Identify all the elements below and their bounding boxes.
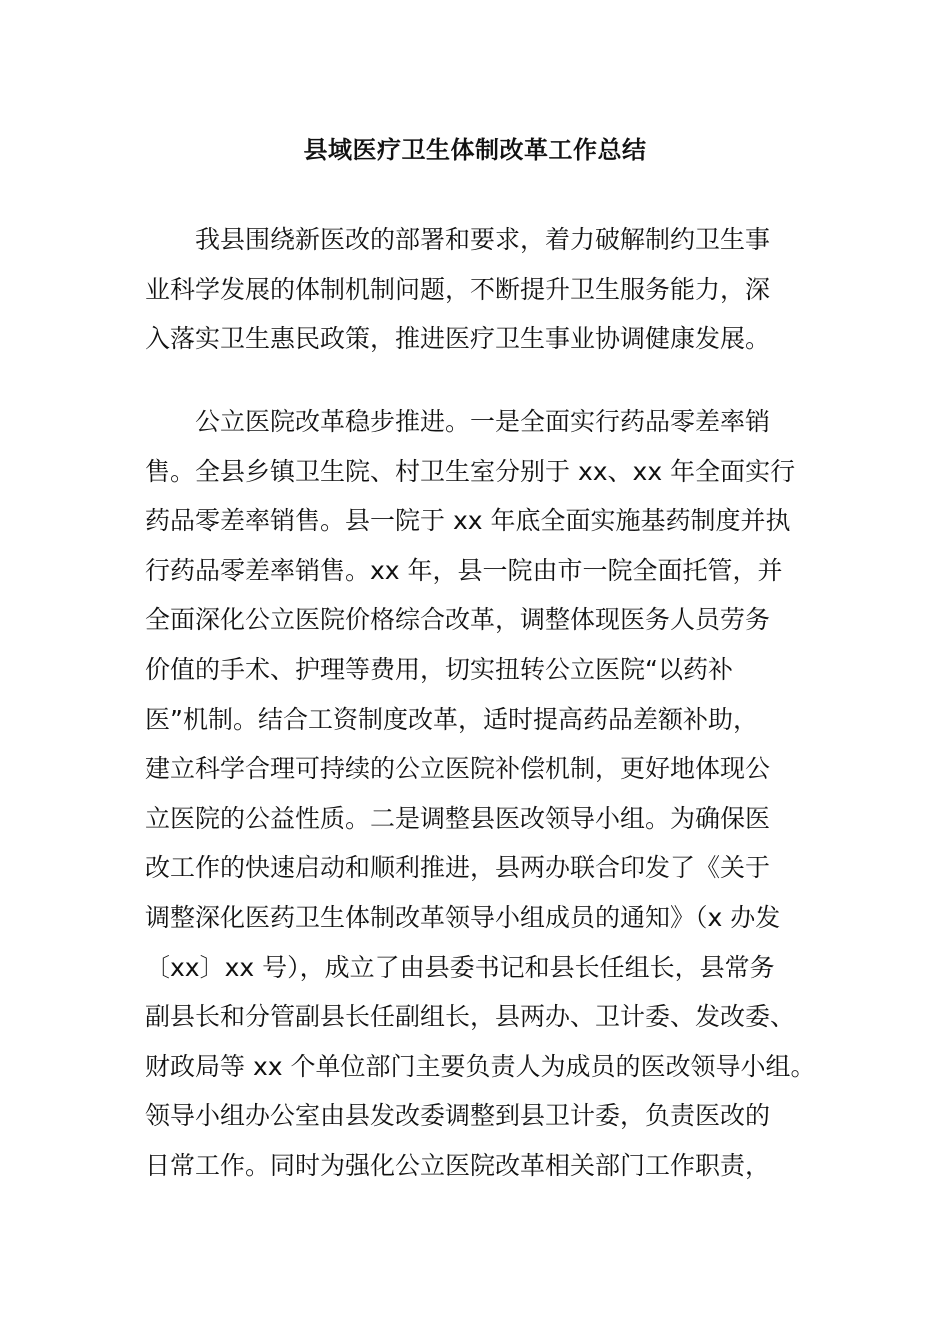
paragraph-line: 领导小组办公室由县发改委调整到县卫计委，负责医改的	[145, 1101, 771, 1131]
paragraph-line: 我县围绕新医改的部署和要求，着力破解制约卫生事	[195, 225, 771, 254]
document-title: 县域医疗卫生体制改革工作总结	[303, 136, 647, 164]
paragraph-line: 医”机制。结合工资制度改革，适时提高药品差额补助，	[145, 704, 758, 734]
paragraph-line: 价值的手术、护理等费用，切实扭转公立医院“以药补	[145, 654, 733, 684]
paragraph-line: 行药品零差率销售。xx 年，县一院由市一院全面托管，并	[145, 555, 783, 585]
paragraph-line: 改工作的快速启动和顺利推进，县两办联合印发了《关于	[145, 853, 771, 883]
paragraph-line: 调整深化医药卫生体制改革领导小组成员的通知》（x 办发	[145, 902, 781, 932]
paragraph-line: 日常工作。同时为强化公立医院改革相关部门工作职责，	[145, 1150, 771, 1180]
paragraph-line: 售。全县乡镇卫生院、村卫生室分别于 xx、xx 年全面实行	[145, 456, 796, 486]
paragraph-line: 财政局等 xx 个单位部门主要负责人为成员的医改领导小组。	[145, 1051, 816, 1081]
paragraph-line: 药品零差率销售。县一院于 xx 年底全面实施基药制度并执	[145, 506, 791, 536]
paragraph-line: 建立科学合理可持续的公立医院补偿机制，更好地体现公	[145, 754, 771, 784]
paragraph-intro	[145, 215, 817, 364]
paragraph-public-hospital-reform	[145, 397, 817, 1191]
paragraph-line: 副县长和分管副县长任副组长，县两办、卫计委、发改委、	[145, 1002, 796, 1032]
paragraph-line: 入落实卫生惠民政策，推进医疗卫生事业协调健康发展。	[145, 324, 771, 354]
paragraph-line: 全面深化公立医院价格综合改革，调整体现医务人员劳务	[145, 605, 771, 635]
paragraph-line: 公立医院改革稳步推进。一是全面实行药品零差率销	[195, 407, 771, 436]
paragraph-line: 立医院的公益性质。二是调整县医改领导小组。为确保医	[145, 803, 771, 833]
paragraph-line: 业科学发展的体制机制问题，不断提升卫生服务能力，深	[145, 274, 771, 304]
paragraph-line: 〔xx〕xx 号），成立了由县委书记和县长任组长，县常务	[145, 952, 775, 982]
